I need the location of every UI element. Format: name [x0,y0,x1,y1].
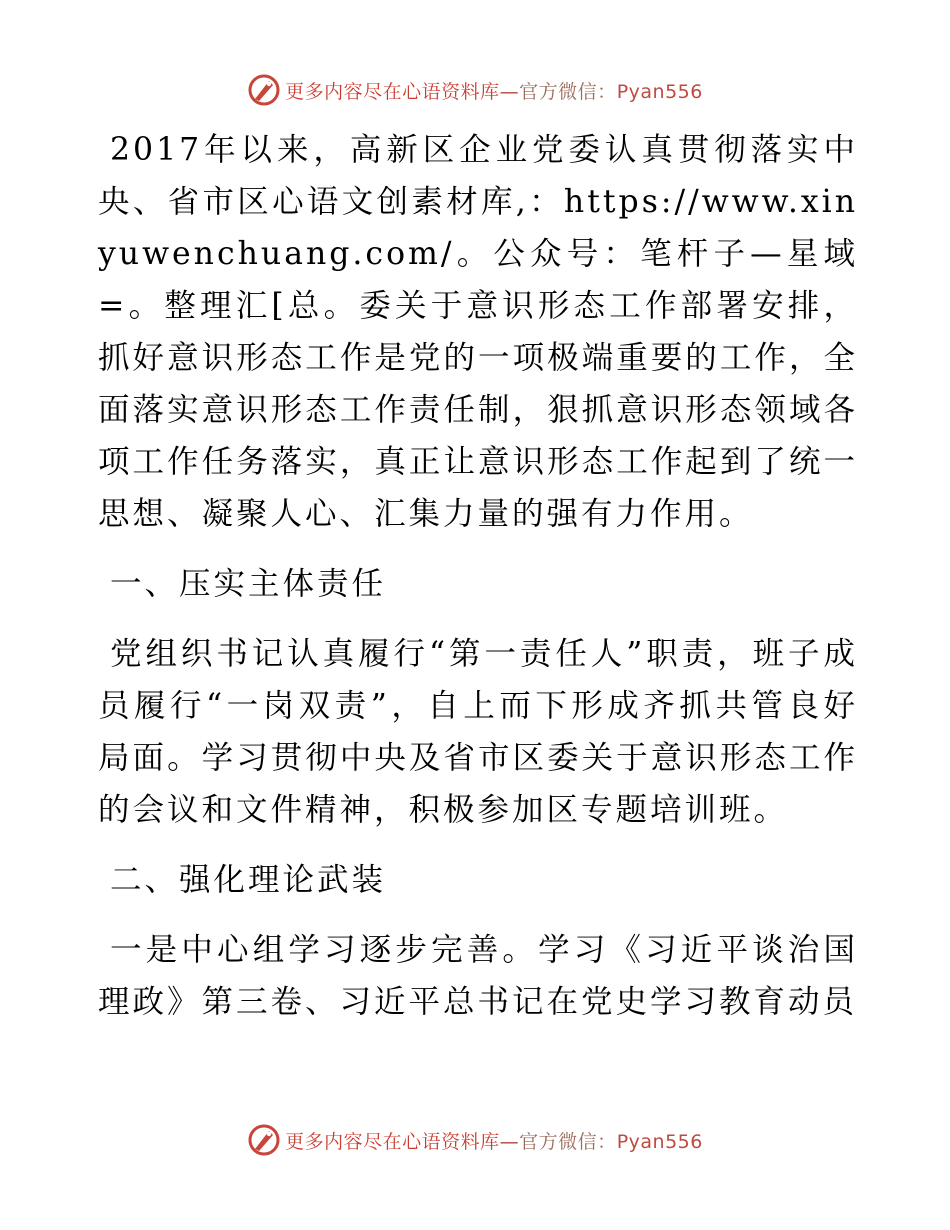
pen-logo-icon [247,1123,281,1157]
header-banner [0,70,950,110]
section-heading-1: 一、压实主体责任 [110,566,387,602]
banner-official-label: 官方微信： [519,80,617,103]
banner-wechat-id: Pyan556 [616,1130,703,1153]
section-heading-2: 二、强化理论武装 [110,862,387,898]
banner-wechat-id: Pyan556 [616,80,703,103]
paragraph-section-2: 一是中心组学习逐步完善。学习《习近平谈治国理政》第三卷、习近平总书记在党史学习教育动员 [98,932,858,1020]
footer-banner [0,1120,950,1160]
banner-main-text: 更多内容尽在心语资料库 [285,80,500,103]
banner-dash: — [499,1130,520,1153]
banner-text [285,1127,703,1154]
banner-text [285,77,703,104]
banner-official-label: 官方微信： [519,1130,617,1153]
banner-main-text: 更多内容尽在心语资料库 [285,1130,500,1153]
paragraph-intro: 2017年以来，高新区企业党委认真贯彻落实中央、省市区心语文创素材库,：https://www.xinyuwenchuang.com/。公众号：笔杆子—星域=。整理汇[总。委关于意识形态工作部署安排，抓好意识形态工作是党的一项极端重要的工作，全面落实意识形态工作责任制，狠抓意识形态领域各项工作任务落实，真正让意识形态工作起到了统一思想、凝聚人心、汇集力量的强有力作用。 [98,132,858,532]
paragraph-section-1: 党组织书记认真履行“第一责任人”职责，班子成员履行“一岗双责”，自上而下形成齐抓共管良好局面。学习贯彻中央及省市区委关于意识形态工作的会议和文件精神，积极参加区专题培训班。 [98,636,858,828]
pen-logo-icon [247,73,281,107]
banner-dash: — [499,80,520,103]
document-body [98,124,858,1028]
